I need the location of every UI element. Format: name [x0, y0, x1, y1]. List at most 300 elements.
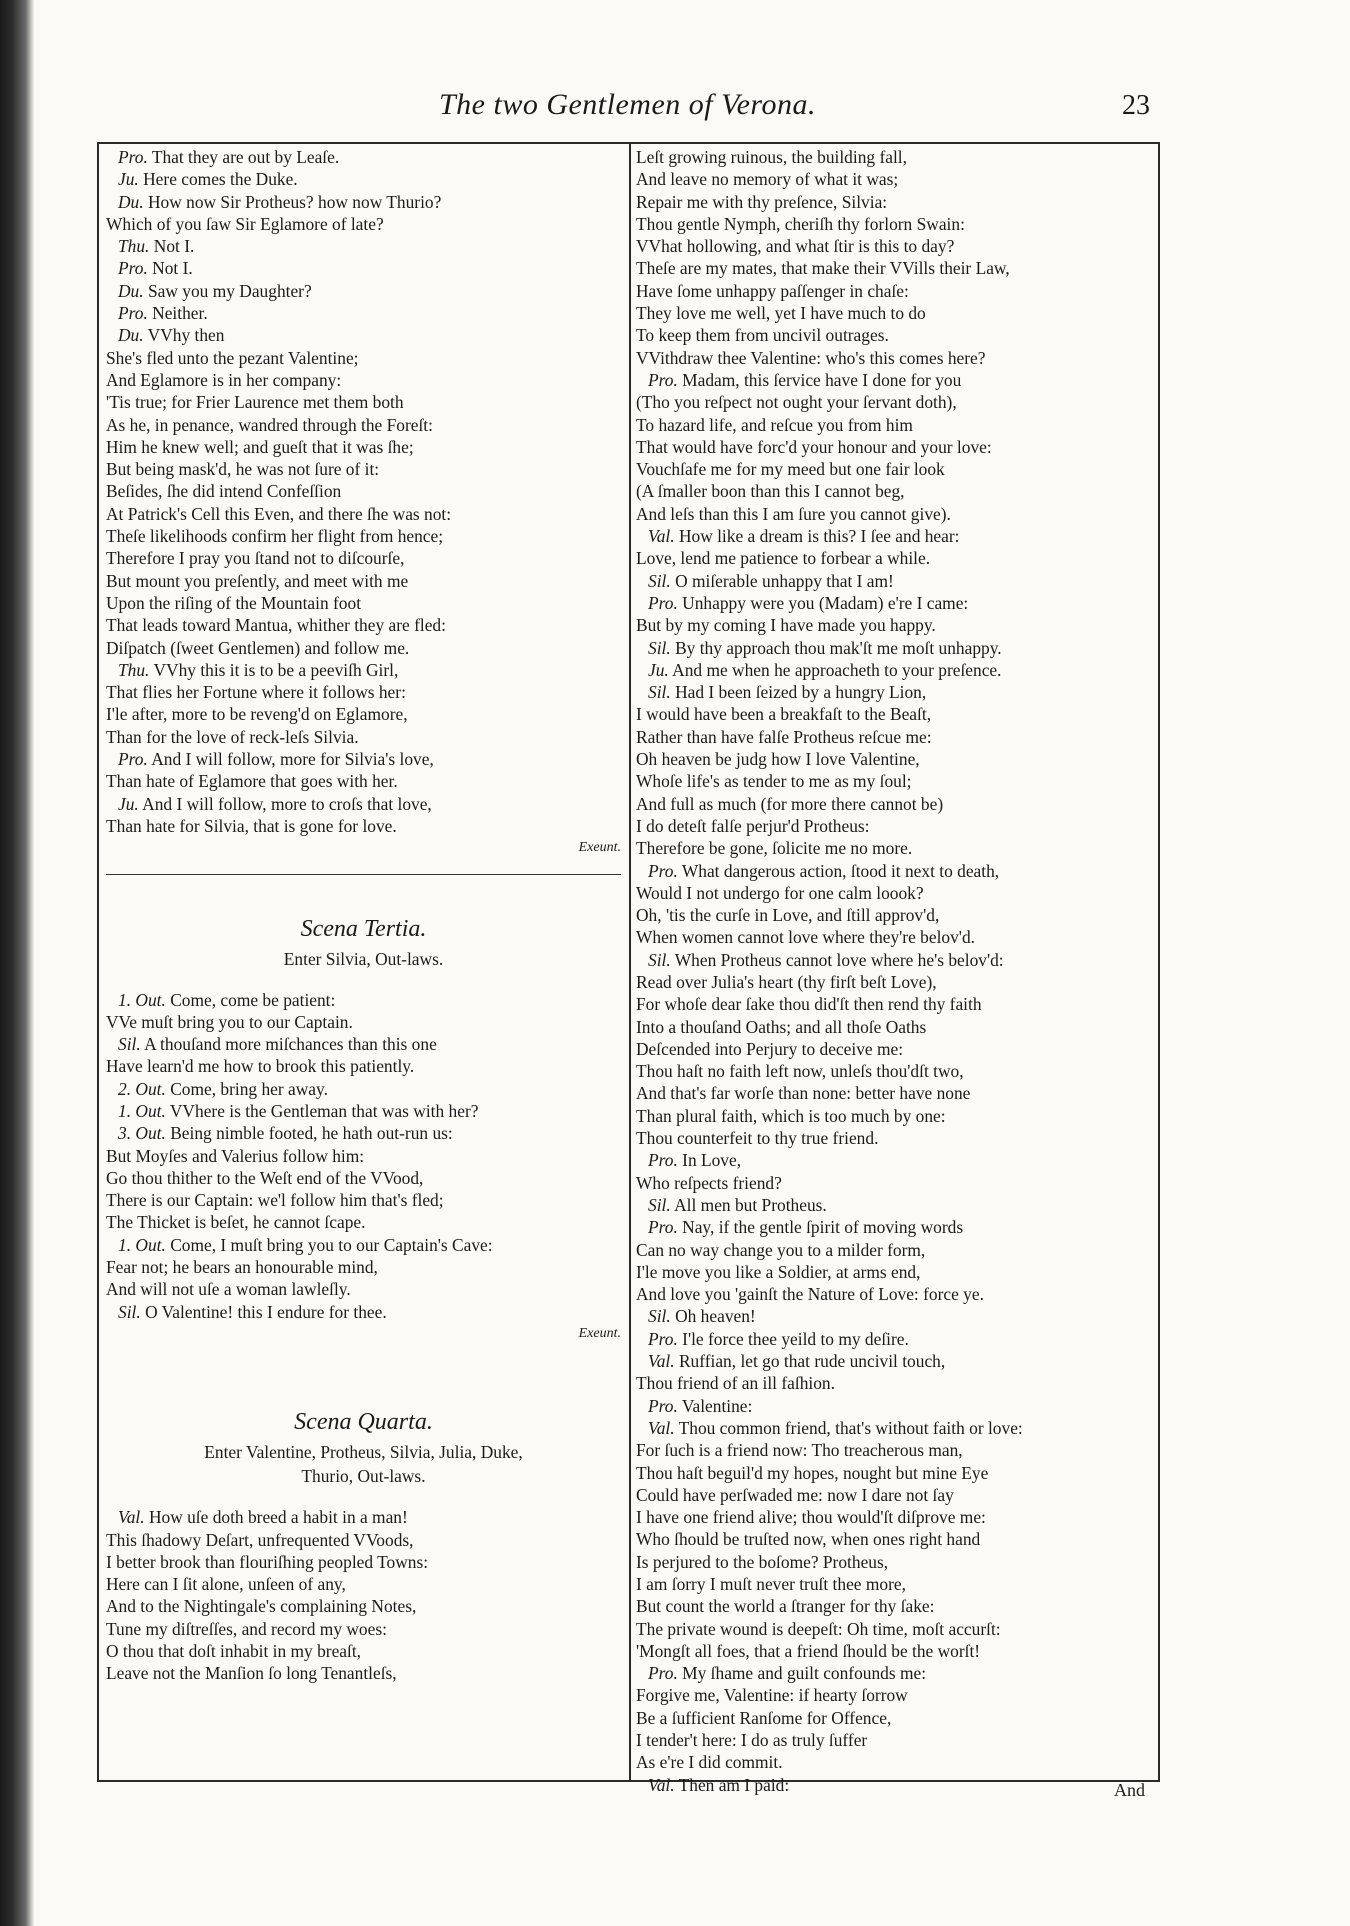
line-text: Being nimble footed, he hath out-run us:	[170, 1123, 453, 1144]
text-line	[106, 391, 621, 413]
text-line	[106, 1145, 621, 1167]
line-text: (A ſmaller boon than this I cannot beg,	[636, 481, 905, 502]
line-text: VVhere is the Gentleman that was with her?	[169, 1100, 479, 1121]
speaker-prefix: Pro.	[648, 592, 678, 613]
text-line	[106, 570, 621, 592]
line-text: That leads toward Mantua, whither they are fled:	[106, 615, 446, 636]
text-line	[636, 1417, 1154, 1439]
line-text: But mount you preſently, and meet with me	[106, 570, 409, 591]
text-line	[106, 347, 621, 369]
line-text: Leave not the Manſion ſo long Tenantleſs,	[106, 1663, 397, 1684]
speaker-prefix: Pro.	[118, 147, 148, 167]
text-line	[636, 882, 1154, 904]
text-line	[636, 1774, 1154, 1796]
text-line	[636, 480, 1154, 502]
text-line	[636, 1283, 1154, 1305]
text-line	[636, 904, 1154, 926]
line-text: I have one friend alive; thou would'ſt diſprove me:	[636, 1507, 986, 1528]
text-line	[636, 1328, 1154, 1350]
speaker-prefix: Sil.	[648, 1306, 671, 1327]
line-text: To hazard life, and reſcue you from him	[636, 414, 913, 435]
left-dialogue-block-c	[106, 1506, 621, 1684]
text-line	[106, 1033, 621, 1055]
text-line	[636, 1640, 1154, 1662]
line-text: The private wound is deepeſt: Oh time, moſt accurſt:	[636, 1618, 1001, 1639]
text-line	[636, 770, 1154, 792]
line-text: And leſs than this I am ſure you cannot give).	[636, 503, 951, 524]
text-line	[106, 1189, 621, 1211]
line-text: Ruffian, let go that rude uncivil touch,	[678, 1351, 946, 1372]
text-line	[106, 748, 621, 770]
text-line	[636, 949, 1154, 971]
line-text: Thou counterfeit to thy true friend.	[636, 1128, 879, 1149]
line-text: Fear not; he bears an honourable mind,	[106, 1257, 378, 1278]
line-text: How now Sir Protheus? how now Thurio?	[147, 191, 442, 212]
text-line	[636, 1372, 1154, 1394]
text-line	[106, 659, 621, 681]
line-text: And I will follow, more for Silvia's love,	[151, 749, 434, 770]
line-text: And leave no memory of what it was;	[636, 169, 899, 190]
speaker-prefix: Du.	[118, 280, 144, 301]
text-line	[106, 1011, 621, 1033]
text-line	[106, 793, 621, 815]
text-line	[636, 1551, 1154, 1573]
line-text: Than hate for Silvia, that is gone for love.	[106, 815, 397, 836]
speaker-prefix: Pro.	[118, 749, 148, 770]
text-line	[636, 1528, 1154, 1550]
text-line	[636, 146, 1154, 168]
text-line	[106, 1167, 621, 1189]
text-line	[106, 302, 621, 324]
text-line	[636, 1127, 1154, 1149]
line-text: I tender't here: I do as truly ſuffer	[636, 1730, 868, 1751]
line-text: Therefore I pray you ſtand not to diſcourſe,	[106, 548, 405, 569]
speaker-prefix: Du.	[118, 191, 144, 212]
speaker-prefix: Pro.	[648, 1663, 678, 1684]
line-text: Here comes the Duke.	[143, 169, 298, 190]
speaker-prefix: 1. Out.	[118, 989, 166, 1010]
line-text: That flies her Fortune where it follows her:	[106, 682, 406, 703]
text-line	[106, 614, 621, 636]
text-line	[636, 547, 1154, 569]
line-text: In Love,	[682, 1150, 742, 1171]
text-line	[636, 458, 1154, 480]
text-line	[636, 1060, 1154, 1082]
line-text: And Eglamore is in her company:	[106, 369, 342, 390]
text-line	[636, 570, 1154, 592]
line-text: Come, come be patient:	[170, 989, 336, 1010]
speaker-prefix: Ju.	[648, 659, 669, 680]
line-text: Then am I paid:	[678, 1774, 790, 1795]
text-line	[106, 1301, 621, 1323]
speaker-prefix: Sil.	[648, 682, 671, 703]
line-text: Would I not undergo for one calm loook?	[636, 882, 924, 903]
text-line	[106, 213, 621, 235]
text-line	[106, 726, 621, 748]
line-text: Nay, if the gentle ſpirit of moving words	[682, 1217, 964, 1238]
line-text: And me when he approacheth to your preſence.	[672, 659, 1002, 680]
line-text: I would have been a breakfaſt to the Beaſt,	[636, 704, 932, 725]
text-line	[636, 1194, 1154, 1216]
text-line	[636, 1573, 1154, 1595]
text-line	[106, 1234, 621, 1256]
speaker-prefix: Sil.	[648, 1194, 671, 1215]
speaker-prefix: Pro.	[648, 1150, 678, 1171]
speaker-prefix: Pro.	[118, 258, 148, 279]
speaker-prefix: Du.	[118, 325, 144, 346]
line-text: I do deteſt falſe perjur'd Protheus:	[636, 815, 870, 836]
line-text: Who reſpects friend?	[636, 1172, 782, 1193]
catchword: And	[1114, 1780, 1145, 1800]
text-line	[106, 414, 621, 436]
text-line	[636, 793, 1154, 815]
text-line	[106, 1078, 621, 1100]
spacer	[106, 971, 621, 989]
text-line	[106, 681, 621, 703]
line-text: How like a dream is this? I ſee and hear:	[678, 526, 960, 547]
line-text: Him he knew well; and gueſt that it was ſhe;	[106, 436, 414, 457]
text-line	[636, 503, 1154, 525]
line-text: I better brook than flouriſhing peopled Towns:	[106, 1551, 429, 1572]
line-text: But Moyſes and Valerius follow him:	[106, 1145, 365, 1166]
line-text: But count the world a ſtranger for thy ſake:	[636, 1596, 935, 1617]
line-text: Love, lend me patience to forbear a while.	[636, 548, 931, 569]
speaker-prefix: Ju.	[118, 169, 139, 190]
line-text: 'Tis true; for Frier Laurence met them both	[106, 392, 404, 413]
line-text: Repair me with thy preſence, Silvia:	[636, 191, 888, 212]
text-line	[636, 1484, 1154, 1506]
text-line	[636, 168, 1154, 190]
line-text: Oh heaven be judg how I love Valentine,	[636, 749, 920, 770]
text-line	[636, 1038, 1154, 1060]
speaker-prefix: 2. Out.	[118, 1078, 166, 1099]
page-header	[95, 88, 1160, 140]
line-text: Thou common friend, that's without faith or love:	[678, 1417, 1023, 1438]
line-text: There is our Captain: we'l follow him that's fled;	[106, 1190, 444, 1211]
line-text: 'Mongſt all foes, that a friend ſhould be the worſt!	[636, 1640, 981, 1661]
line-text: That they are out by Leaſe.	[151, 147, 340, 167]
text-line	[636, 815, 1154, 837]
text-line	[106, 324, 621, 346]
text-line	[636, 1729, 1154, 1751]
line-text: How uſe doth breed a habit in a man!	[148, 1507, 408, 1528]
text-line	[636, 1105, 1154, 1127]
text-line	[106, 592, 621, 614]
text-line	[636, 347, 1154, 369]
speaker-prefix: Sil.	[648, 637, 671, 658]
line-text: That would have forc'd your honour and your love:	[636, 436, 992, 457]
text-line	[636, 971, 1154, 993]
text-line	[636, 1261, 1154, 1283]
line-text: Than hate of Eglamore that goes with her.	[106, 771, 398, 792]
text-line	[636, 1662, 1154, 1684]
line-text: As he, in penance, wandred through the Foreſt:	[106, 414, 433, 435]
line-text: This ſhadowy Deſart, unfrequented VVoods,	[106, 1529, 414, 1550]
text-line	[636, 391, 1154, 413]
text-line	[106, 1055, 621, 1077]
text-line	[636, 1305, 1154, 1327]
line-text: Go thou thither to the Weſt end of the VVood,	[106, 1167, 424, 1188]
text-line	[636, 1350, 1154, 1372]
line-text: Not I.	[153, 236, 195, 257]
line-text: For ſuch is a friend now: Tho treacherous man,	[636, 1440, 963, 1461]
text-line	[106, 436, 621, 458]
text-line	[106, 1573, 621, 1595]
line-text: Is perjured to the boſome? Protheus,	[636, 1551, 889, 1572]
spacer	[106, 1488, 621, 1506]
line-text: Thou friend of an ill faſhion.	[636, 1373, 835, 1394]
text-line	[636, 993, 1154, 1015]
speaker-prefix: Sil.	[118, 1301, 141, 1322]
text-line	[636, 302, 1154, 324]
running-title: The two Gentlemen of Verona.	[438, 88, 816, 121]
speaker-prefix: Sil.	[118, 1034, 141, 1055]
line-text: I'le after, more to be reveng'd on Eglamore,	[106, 704, 408, 725]
text-line	[106, 1506, 621, 1528]
exit-direction: Exeunt.	[578, 840, 621, 856]
line-text: Than for the love of reck-leſs Silvia.	[106, 726, 359, 747]
text-line	[106, 1662, 621, 1684]
scene-divider	[106, 874, 621, 875]
line-text: VVhy this it is to be a peeviſh Girl,	[153, 659, 399, 680]
text-line	[636, 1016, 1154, 1038]
speaker-prefix: 3. Out.	[118, 1123, 166, 1144]
line-text: I'le move you like a Soldier, at arms end,	[636, 1261, 921, 1282]
line-text: Can no way change you to a milder form,	[636, 1239, 926, 1260]
line-text: For whoſe dear ſake thou did'ſt then rend thy faith	[636, 994, 982, 1015]
left-dialogue-block-a	[106, 146, 621, 837]
stage-direction-entry: Enter Silvia, Out-laws.	[283, 948, 444, 969]
text-line	[106, 989, 621, 1011]
text-line	[106, 1278, 621, 1300]
line-text: Therefore be gone, ſolicite me no more.	[636, 838, 913, 859]
line-text: Read over Julia's heart (thy firſt beſt Love),	[636, 971, 937, 992]
text-line	[636, 1439, 1154, 1461]
right-column	[636, 146, 1154, 1796]
line-text: Not I.	[152, 258, 193, 279]
text-line	[636, 191, 1154, 213]
line-text: Than plural faith, which is too much by one:	[636, 1105, 946, 1126]
line-text: At Patrick's Cell this Even, and there ſhe was not:	[106, 503, 452, 524]
speaker-prefix: Val.	[648, 1774, 675, 1795]
text-line	[106, 1551, 621, 1573]
left-column	[106, 146, 621, 1685]
text-line	[106, 168, 621, 190]
text-line	[636, 525, 1154, 547]
line-text: My ſhame and guilt confounds me:	[682, 1663, 927, 1684]
text-line	[636, 1082, 1154, 1104]
line-text: Theſe are my mates, that make their VVills their Law,	[636, 258, 1010, 279]
line-text: Madam, this ſervice have I done for you	[682, 369, 962, 390]
speaker-prefix: Thu.	[118, 659, 150, 680]
text-line	[106, 503, 621, 525]
speaker-prefix: Pro.	[648, 369, 678, 390]
text-line	[636, 324, 1154, 346]
line-text: Neither.	[152, 303, 208, 324]
line-text: Rather than have falſe Protheus reſcue me:	[636, 726, 932, 747]
line-text: VVe muſt bring you to our Captain.	[106, 1011, 353, 1032]
speaker-prefix: Pro.	[648, 1395, 678, 1416]
text-line	[106, 1595, 621, 1617]
speaker-prefix: Val.	[648, 526, 675, 547]
line-text: Vouchſafe me for my meed but one fair look	[636, 459, 945, 480]
text-line	[636, 592, 1154, 614]
text-line	[636, 637, 1154, 659]
line-text: But being mask'd, he was not ſure of it:	[106, 459, 380, 480]
line-text: Deſcended into Perjury to deceive me:	[636, 1038, 904, 1059]
line-text: Could have perſwaded me: now I dare not ſay	[636, 1484, 954, 1505]
line-text: Thou gentle Nymph, cheriſh thy forlorn Swain:	[636, 213, 965, 234]
text-line	[636, 1149, 1154, 1171]
text-line	[636, 235, 1154, 257]
text-line	[636, 1684, 1154, 1706]
line-text: The Thicket is beſet, he cannot ſcape.	[106, 1212, 366, 1233]
text-line	[636, 1707, 1154, 1729]
speaker-prefix: Pro.	[118, 303, 148, 324]
line-text: She's fled unto the pezant Valentine;	[106, 347, 359, 368]
speaker-prefix: Val.	[648, 1351, 675, 1372]
text-line	[636, 1751, 1154, 1773]
line-text: Had I been ſeized by a hungry Lion,	[675, 682, 927, 703]
line-text: All men but Protheus.	[674, 1194, 827, 1215]
text-line	[636, 369, 1154, 391]
text-line	[636, 748, 1154, 770]
line-text: Saw you my Daughter?	[147, 280, 312, 301]
text-line	[106, 480, 621, 502]
line-text: Oh, 'tis the curſe in Love, and ſtill approv'd,	[636, 905, 940, 926]
text-line	[106, 770, 621, 792]
text-line	[106, 146, 621, 168]
line-text: Oh heaven!	[675, 1306, 756, 1327]
page-gutter-shadow	[0, 0, 34, 1926]
text-line	[636, 1395, 1154, 1417]
text-line	[636, 1462, 1154, 1484]
speaker-prefix: Val.	[648, 1417, 675, 1438]
line-text: They love me well, yet I have much to do	[636, 303, 926, 324]
line-text: And to the Nightingale's complaining Notes,	[106, 1596, 417, 1617]
line-text: VVithdraw thee Valentine: who's this comes here?	[636, 347, 986, 368]
speaker-prefix: 1. Out.	[118, 1100, 166, 1121]
line-text: And love you 'gainſt the Nature of Love: force ye.	[636, 1284, 984, 1305]
text-line	[106, 257, 621, 279]
line-text: When Protheus cannot love where he's belov'd:	[674, 949, 1004, 970]
text-line	[106, 1529, 621, 1551]
line-text: Thou haſt no faith left now, unleſs thou'dſt two,	[636, 1061, 964, 1082]
line-text: When women cannot love where they're belov'd.	[636, 927, 975, 948]
text-line	[636, 1216, 1154, 1238]
text-line	[636, 436, 1154, 458]
text-line	[106, 191, 621, 213]
line-text: Who ſhould be truſted now, when ones right hand	[636, 1529, 981, 1550]
line-text: And I will follow, more to croſs that love,	[142, 793, 432, 814]
line-text: Diſpatch (ſweet Gentlemen) and follow me.	[106, 637, 410, 658]
line-text: But by my coming I have made you happy.	[636, 615, 936, 636]
text-line	[106, 815, 621, 837]
text-line	[106, 547, 621, 569]
line-text: Here can I ſit alone, unſeen of any,	[106, 1574, 346, 1595]
text-line	[106, 280, 621, 302]
line-text: Have learn'd me how to brook this patiently.	[106, 1056, 415, 1077]
page-number: 23	[1122, 90, 1150, 121]
line-text: Forgive me, Valentine: if hearty ſorrow	[636, 1685, 908, 1706]
text-line	[106, 1211, 621, 1233]
line-text: Valentine:	[681, 1395, 753, 1416]
line-text: By thy approach thou mak'ſt me moſt unhappy.	[675, 637, 1002, 658]
line-text: And that's far worſe than none: better have none	[636, 1083, 971, 1104]
text-line	[106, 525, 621, 547]
text-line	[636, 1506, 1154, 1528]
text-line	[636, 726, 1154, 748]
line-text: Whoſe life's as tender to me as my ſoul;	[636, 771, 912, 792]
scene-title-quarta: Scena Quarta.	[294, 1409, 433, 1436]
text-line	[636, 1172, 1154, 1194]
stage-direction-entry: Thurio, Out-laws.	[301, 1466, 426, 1487]
line-text: As e're I did commit.	[636, 1752, 783, 1773]
text-line	[636, 280, 1154, 302]
line-text: Which of you ſaw Sir Eglamore of late?	[106, 213, 384, 234]
line-text: Have ſome unhappy paſſenger in chaſe:	[636, 280, 909, 301]
scene-title-tertia: Scena Tertia.	[300, 915, 427, 942]
text-line	[636, 614, 1154, 636]
line-text: And will not uſe a woman lawleſly.	[106, 1279, 351, 1300]
line-text: Into a thouſand Oaths; and all thoſe Oaths	[636, 1016, 927, 1037]
line-text: Theſe likelihoods confirm her flight from hence;	[106, 526, 444, 547]
text-line	[106, 637, 621, 659]
right-dialogue-block	[636, 146, 1154, 1796]
line-text: I am ſorry I muſt never truſt thee more,	[636, 1574, 906, 1594]
line-text: And full as much (for more there cannot be)	[636, 793, 944, 814]
speaker-prefix: Ju.	[118, 793, 139, 814]
column-divider	[629, 142, 631, 1782]
text-line	[636, 926, 1154, 948]
speaker-prefix: Sil.	[648, 570, 671, 591]
text-line	[636, 703, 1154, 725]
line-text: Beſides, ſhe did intend Confeſſion	[106, 481, 342, 502]
speaker-prefix: Thu.	[118, 236, 150, 257]
speaker-prefix: 1. Out.	[118, 1234, 166, 1255]
line-text: To keep them from uncivil outrages.	[636, 325, 889, 346]
text-line	[636, 860, 1154, 882]
speaker-prefix: Pro.	[648, 1328, 678, 1349]
line-text: Unhappy were you (Madam) e're I came:	[682, 592, 969, 613]
text-line	[636, 837, 1154, 859]
speaker-prefix: Val.	[118, 1507, 145, 1528]
text-line	[106, 458, 621, 480]
text-line	[636, 681, 1154, 703]
line-text: O Valentine! this I endure for thee.	[145, 1301, 387, 1322]
text-line	[106, 235, 621, 257]
line-text: Be a ſufficient Ranſome for Offence,	[636, 1707, 892, 1728]
line-text: Tune my diſtreſſes, and record my woes:	[106, 1618, 387, 1639]
text-line	[636, 1239, 1154, 1261]
line-text: O miſerable unhappy that I am!	[675, 570, 894, 591]
text-line	[636, 414, 1154, 436]
left-dialogue-block-b	[106, 989, 621, 1323]
line-text: What dangerous action, ſtood it next to death,	[681, 860, 1000, 881]
line-text: A thouſand more miſchances than this one	[144, 1034, 437, 1055]
text-line	[636, 213, 1154, 235]
speaker-prefix: Sil.	[648, 949, 671, 970]
line-text: Come, bring her away.	[170, 1078, 328, 1099]
line-text: I'le force thee yeild to my deſire.	[682, 1328, 909, 1349]
text-line	[636, 1618, 1154, 1640]
speaker-prefix: Pro.	[648, 860, 678, 881]
text-line	[106, 1122, 621, 1144]
text-line	[106, 1256, 621, 1278]
line-text: VVhat hollowing, and what ſtir is this to day?	[636, 236, 955, 257]
text-line	[636, 1595, 1154, 1617]
text-line	[106, 1640, 621, 1662]
